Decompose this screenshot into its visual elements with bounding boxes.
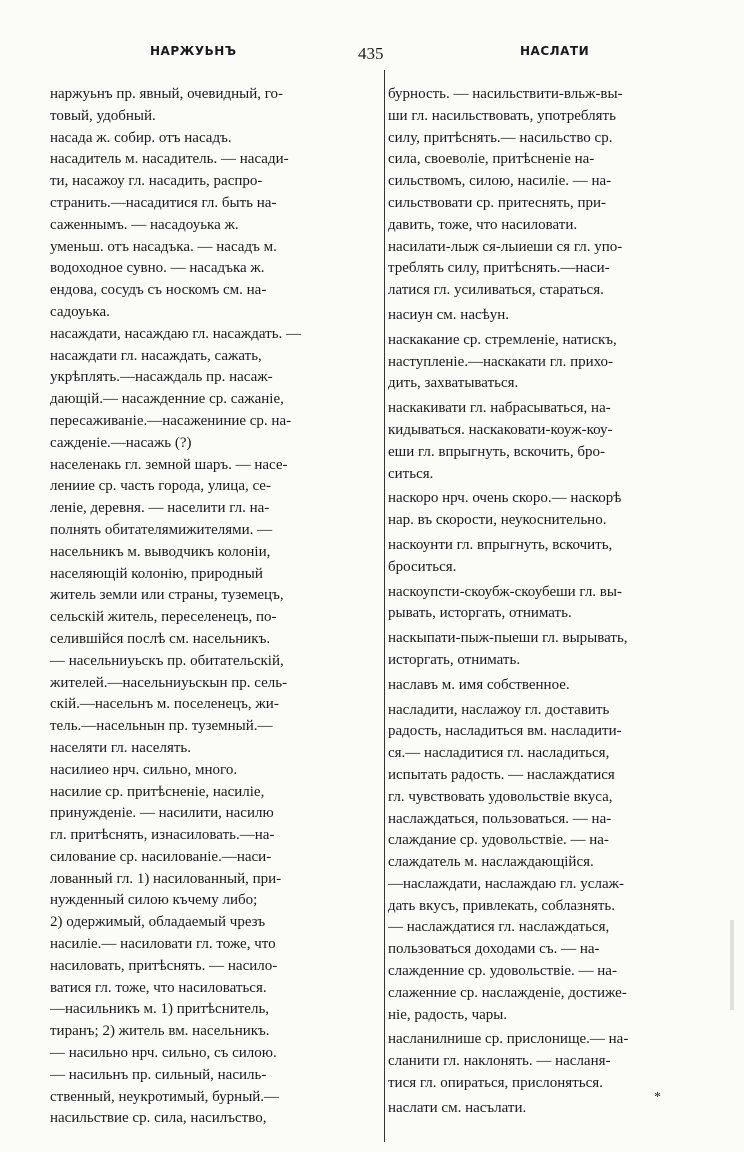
text-line: слажденние ср. удовольствіе. — на-: [388, 963, 617, 980]
text-line: тися гл. опираться, прислоняться.: [388, 1075, 603, 1092]
text-line: скій.—насельнъ м. поселенецъ, жи-: [50, 696, 279, 713]
text-line: наскоро нрч. очень скоро.— наскорѣ: [388, 490, 622, 507]
text-line: лениие ср. часть города, улица, се-: [50, 478, 271, 495]
text-line: странить.—насадитися гл. быть на-: [50, 194, 277, 211]
text-line: насилиео нрч. сильно, много.: [50, 761, 238, 778]
text-line: —насильникъ м. 1) притѣснитель,: [50, 1001, 270, 1018]
text-line: дить, захватываться.: [388, 375, 519, 392]
text-line: сильствовати ср. притеснять, при-: [388, 194, 607, 211]
text-line: селившійся послѣ см. насельникъ.: [50, 630, 271, 647]
text-line: насадитель м. насадитель. — насади-: [50, 151, 289, 168]
text-line: испытать радость. — наслаждатися: [388, 766, 615, 783]
text-line: насиун см. насѣун.: [388, 306, 510, 323]
text-line: наскыпати-пыж-пыеши гл. вырывать,: [388, 630, 628, 647]
text-line: бурность. — насильствити-вльж-вы-: [388, 86, 623, 102]
text-line: треблять силу, притѣснять.—наси-: [388, 260, 610, 277]
text-line: наслаждаться, пользоваться. — на-: [388, 810, 612, 827]
text-line: наскоунти гл. впрыгнуть, вскочить,: [388, 536, 613, 553]
text-line: ся.— насладитися гл. насладиться,: [388, 745, 610, 762]
text-line: тель.—насельнын пр. туземный.—: [50, 718, 273, 735]
text-line: — насильнъ пр. сильный, насиль-: [50, 1066, 267, 1083]
text-line: — наслаждатися гл. наслаждаться,: [388, 919, 610, 936]
text-line: кидываться. наскаковати-коуж-коу-: [388, 421, 613, 438]
asterisk-mark: *: [654, 1090, 661, 1105]
text-line: насладити, наслажоу гл. доставить: [388, 701, 610, 718]
text-line: ватися гл. тоже, что насиловаться.: [50, 979, 267, 996]
text-line: наступленіе.—наскакати гл. прихо-: [388, 353, 614, 370]
text-line: ніе, радость, чары.: [388, 1006, 508, 1023]
text-line: дать вкусъ, привлекать, соблазнять.: [388, 897, 615, 914]
text-line: наскакание ср. стремленіе, натискъ,: [388, 331, 617, 348]
text-line: сила, своеволіе, притѣсненіе на-: [388, 151, 595, 168]
text-line: насельникъ м. выводчикъ колоніи,: [50, 543, 271, 560]
text-line: нужденный силою къчему либо;: [50, 892, 258, 909]
text-line: насилати-лыж ся-лыиеши ся гл. упо-: [388, 238, 623, 255]
text-line: наскакивати гл. набрасываться, на-: [388, 400, 611, 417]
text-line: наржуьнъ пр. явный, очевидный, го-: [50, 86, 284, 102]
text-line: укрѣплять.—насаждаль пр. насаж-: [50, 369, 273, 386]
text-line: ти, насажоу гл. насадить, распро-: [50, 173, 263, 190]
page-header: [0, 44, 744, 68]
scan-smudge: [730, 920, 734, 1010]
text-line: — насильно нрч. сильно, съ силою.: [50, 1045, 277, 1062]
text-line: насаждати гл. насаждать, сажать,: [50, 347, 262, 364]
text-line: насаждати, насаждаю гл. насаждать. —: [50, 325, 302, 342]
text-line: броситься.: [388, 558, 457, 575]
text-line: слаженние ср. наслажденіе, достиже-: [388, 984, 627, 1001]
text-line: насилие ср. притѣсненіе, насиліе,: [50, 783, 265, 800]
text-line: населенакь гл. земной шаръ. — насе-: [50, 456, 288, 473]
text-line: пользоваться доходами съ. — на-: [388, 941, 600, 958]
text-line: слаждание ср. удовольствіе. — на-: [388, 832, 609, 849]
text-line: ендова, сосудъ съ носкомъ см. на-: [50, 282, 267, 299]
text-line: слаждатель м. наслаждающійся.: [388, 854, 594, 871]
page-number: 435: [358, 44, 384, 63]
text-line: еши гл. впрыгнуть, вскочить, бро-: [388, 443, 606, 460]
column-divider: [384, 70, 385, 1142]
text-line: житель земли или страны, туземецъ,: [50, 587, 284, 604]
text-line: леніе, деревня. — населити гл. на-: [50, 500, 270, 517]
right-column: [388, 84, 714, 1120]
text-line: товый, удобный.: [50, 107, 156, 124]
text-line: ситься.: [388, 465, 434, 482]
text-line: нар. въ скорости, неукоснительно.: [388, 512, 607, 529]
text-line: насиловать, притѣснять. — насило-: [50, 957, 278, 974]
text-line: ши гл. насильствовать, употреблять: [388, 107, 616, 124]
text-line: водоходное сувно. — насадъка ж.: [50, 260, 265, 277]
text-line: наслати см. насълати.: [388, 1099, 527, 1116]
text-line: дающій.— насажденние ср. сажаніе,: [50, 391, 284, 408]
text-line: силование ср. насилованіе.—наси-: [50, 848, 272, 865]
text-line: наскоупсти-скоубж-скоубеши гл. вы-: [388, 583, 622, 600]
text-line: сажденіе.—насажь (?): [50, 434, 192, 451]
text-line: населяющій колонію, природный: [50, 565, 263, 582]
text-line: пересаживаніе.—насажениние ср. на-: [50, 412, 292, 429]
text-line: сельскій житель, переселенецъ, по-: [50, 609, 277, 626]
text-line: насланилнише ср. прислонище.— на-: [388, 1031, 629, 1048]
left-column: [50, 84, 376, 1130]
text-line: латися гл. усиливаться, стараться.: [388, 282, 604, 299]
text-line: сильствомъ, силою, насиліе. — на-: [388, 173, 612, 190]
text-line: ственный, неукротимый, бурный.—: [50, 1088, 280, 1105]
text-line: —наслаждати, наслаждаю гл. услаж-: [388, 875, 624, 892]
text-line: рывать, исторгать, отнимать.: [388, 605, 572, 622]
text-line: 2) одержимый, обладаемый чрезъ: [50, 914, 266, 931]
text-line: жителей.—насельниуьскын пр. сель-: [50, 674, 288, 691]
text-line: гл. притѣснять, изнасиловать.—на-: [50, 827, 275, 844]
text-line: насильствие ср. сила, насилъство,: [50, 1110, 267, 1127]
text-line: садоуька.: [50, 303, 110, 320]
text-line: саженнымъ. — насадоуька ж.: [50, 216, 239, 233]
text-line: силу, притѣснять.— насильство ср.: [388, 129, 613, 146]
text-line: радость, насладиться вм. насладити-: [388, 723, 622, 740]
text-line: насада ж. собир. отъ насадъ.: [50, 129, 232, 146]
text-line: лованный гл. 1) насилованный, при-: [50, 870, 282, 887]
running-head-left: НАРЖУЬНЪ: [150, 44, 237, 58]
text-line: давить, тоже, что насиловати.: [388, 216, 578, 233]
text-line: насиліе.— насиловати гл. тоже, что: [50, 936, 276, 953]
text-line: уменьш. отъ насадъка. — насадъ м.: [50, 238, 277, 255]
text-line: населяти гл. населять.: [50, 739, 191, 756]
text-line: — насельниуьскъ пр. обитательскій,: [50, 652, 284, 669]
text-line: гл. чувствовать удовольствіе вкуса,: [388, 788, 613, 805]
text-line: принужденіе. — насилити, насилю: [50, 805, 274, 822]
text-line: наславъ м. имя собственное.: [388, 676, 570, 693]
text-line: тиранъ; 2) житель вм. насельникъ.: [50, 1023, 270, 1040]
text-line: исторгать, отнимать.: [388, 651, 521, 668]
text-line: полнять обитателямижителями. —: [50, 521, 273, 538]
text-line: сланити гл. наклонять. — насланя-: [388, 1053, 611, 1070]
running-head-right: НАСЛАТИ: [520, 44, 590, 58]
